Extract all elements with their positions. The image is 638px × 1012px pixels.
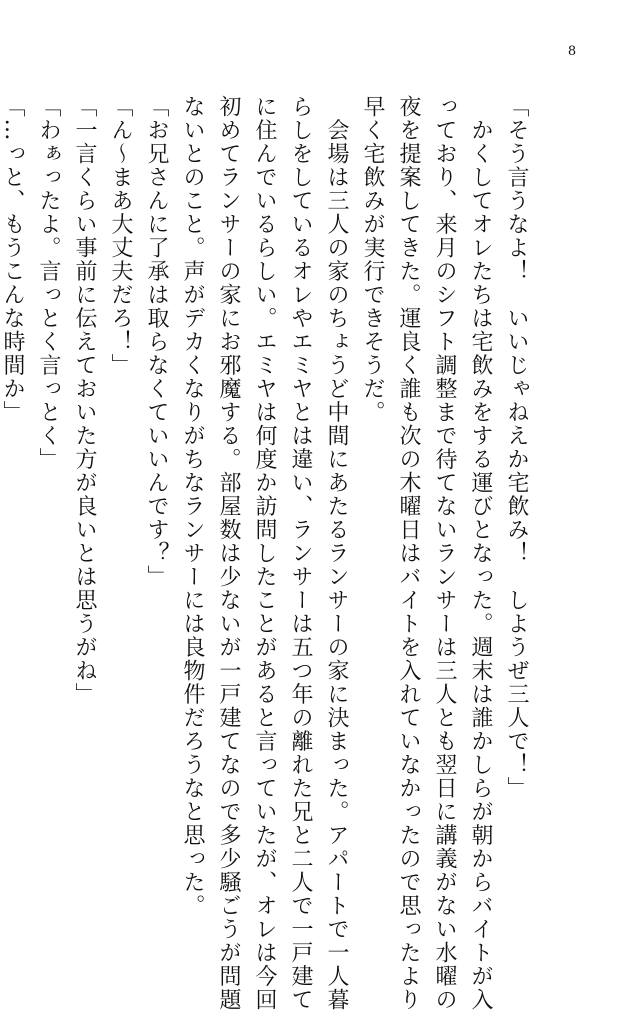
text-line: 会場は三人の家のちょうど中間にあたるランサーの家に決まった。アパートで一人暮 [324, 95, 349, 1012]
text-line: 「…っと、もうこんな時間か」 [0, 95, 25, 424]
text-line: 「お兄さんに了承は取らなくていいんです？」 [144, 95, 169, 589]
text-line: 「わぁったよ。言っとく言っとく」 [36, 95, 61, 471]
text-line: っており、来月のシフト調整まで待てないランサーは三人とも翌日に講義がない水曜の [432, 95, 457, 1012]
text-line: に住んでいるらしい。エミヤは何度か訪問したことがあると言っていたが、オレは今回 [252, 95, 277, 1012]
text-line: 「そう言うなよ！ いいじゃねえか宅飲み！ しようぜ三人で！」 [504, 95, 529, 800]
vertical-text-body [0, 95, 534, 1012]
text-line: 夜を提案してきた。運良く誰も次の木曜日はバイトを入れていなかったので思ったより [396, 95, 421, 1012]
text-line: 初めてランサーの家にお邪魔する。部屋数は少ないが一戸建てなので多少騒ごうが問題 [216, 95, 241, 1012]
text-line: 「ん～まあ大丈夫だろ！」 [108, 95, 133, 377]
text-line: かくしてオレたちは宅飲みをする運びとなった。週末は誰かしらが朝からバイトが入 [468, 95, 493, 1012]
text-line: 「一言くらい事前に伝えておいた方が良いとは思うがね」 [72, 95, 97, 706]
text-line: ないとのこと。声がデカくなりがちなランサーには良物件だろうなと思った。 [180, 95, 205, 918]
page-number: 8 [567, 44, 577, 59]
text-line: 早く宅飲みが実行できそうだ。 [360, 95, 385, 424]
text-line: らしをしているオレやエミヤとは違い、ランサーは五つ年の離れた兄と二人で一戸建て [288, 95, 313, 1012]
